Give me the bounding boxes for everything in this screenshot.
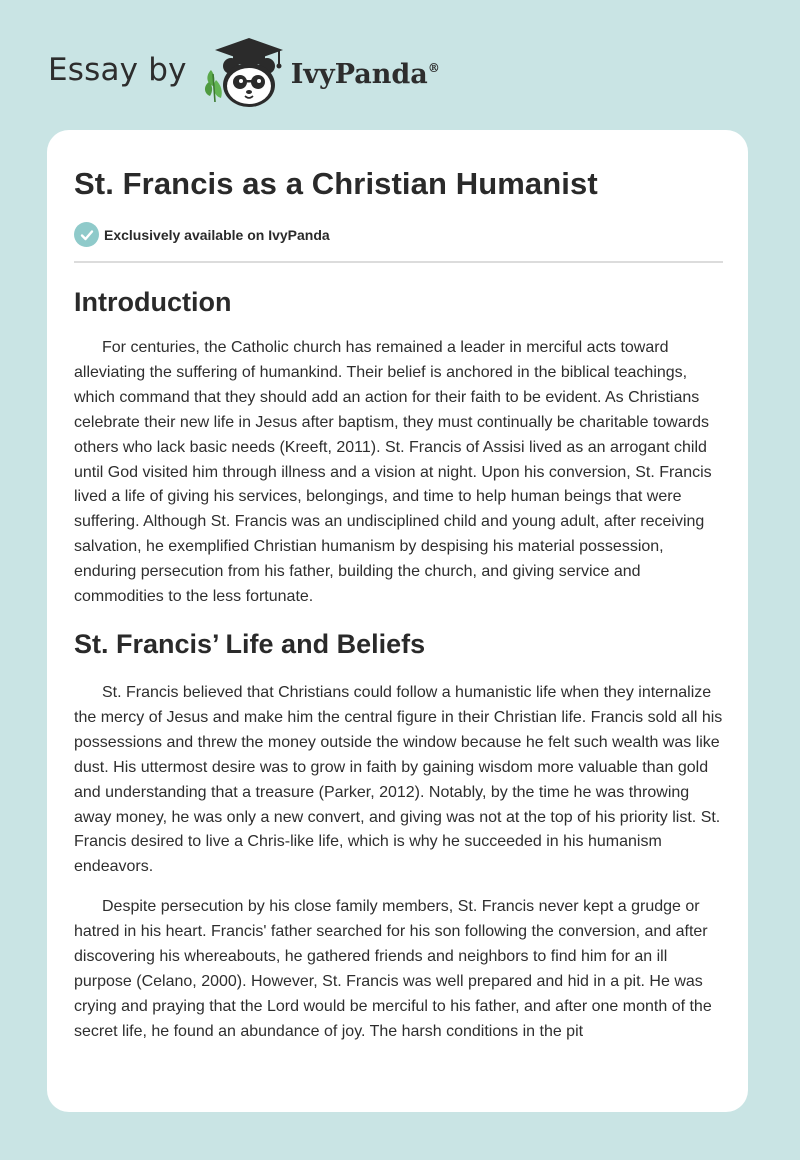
check-icon: [74, 222, 99, 247]
exclusive-badge: [74, 222, 330, 247]
title-divider: [74, 261, 723, 263]
section-heading-introduction: Introduction: [74, 287, 232, 317]
essay-card: [47, 130, 748, 1112]
paragraph: Despite persecution by his close family members, St. Francis never kept a grudge or hatred in his heart. Francis' father searched for his son following the conversion, and after discovering his whereabouts, he gathered friends and neighbors to find him for an ill purpose (Celano, 2000). However, St. Francis was well prepared and hid in a pit. He was crying and praying that the Lord would be merciful to his father, and after one month of the secret life, he found an abundance of joy. The harsh conditions in the pit: [74, 898, 712, 1040]
paragraph: For centuries, the Catholic church has remained a leader in merciful acts toward alleviating the suffering of humankind. Their belief is anchored in the biblical teachings, which command that they should add an action for their faith to be evident. As Christians celebrate their new life in Jesus after baptism, they must continually be charitable towards others who lack basic needs (Kreeft, 2011). St. Francis of Assisi lived as an arrogant child until God visited him through illness and a vision at night. Upon his conversion, St. Francis lived a life of giving his services, belongings, and time to help human beings that were suffering. Although St. Francis was an undisciplined child and young adult, after receiving salvation, he exemplified Christian humanism by despising his material possession, enduring persecution from his father, building the church, and giving service and commodities to the less fortunate.: [74, 339, 712, 606]
exclusive-badge-label: Exclusively available on IvyPanda: [104, 226, 330, 243]
essay-by-label: Essay by: [48, 52, 187, 88]
panda-logo-icon[interactable]: [201, 30, 287, 110]
brand-name[interactable]: IvyPanda®: [290, 58, 440, 90]
section-heading-life-and-beliefs: St. Francis’ Life and Beliefs: [74, 628, 426, 659]
essay-title: St. Francis as a Christian Humanist: [74, 166, 598, 201]
paragraph: St. Francis believed that Christians could follow a humanistic life when they internalize the mercy of Jesus and make him the central figure in their Christian life. Francis sold all his possessions and threw the money outside the window because he felt such wealth was like dust. His uttermost desire was to grow in faith by gaining wisdom more valuable than gold and understanding that a treasure (Parker, 2012). Notably, by the time he was throwing away money, he was only a new convert, and giving was not at the top of his priority list. St. Francis desired to live a Chris-like life, which is why he succeeded in his humanism endeavors.: [74, 683, 723, 876]
site-header: [48, 30, 440, 110]
essay-body: [74, 280, 724, 1045]
